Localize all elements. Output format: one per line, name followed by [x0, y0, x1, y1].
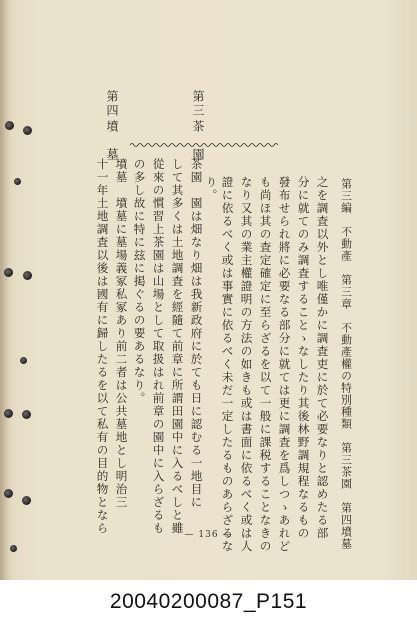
image-label: 20040200087_P151	[109, 590, 308, 613]
binding-hole	[23, 126, 32, 135]
tomb-text-line: 墳墓 墳墓に墓場義冢私冢あり前二者は公共墓地とし明治三	[114, 158, 129, 509]
body-line: り。	[204, 176, 219, 202]
tea-text-line: の多し故に特に玆に掲ぐるの要あるなり。	[132, 158, 147, 405]
section-title-tea: 茶 園	[191, 120, 205, 162]
binding-hole	[23, 271, 32, 280]
binding-hole	[4, 268, 13, 277]
body-line: なり又其の業主權證明の方法の如きも或は書面に依るべく或は人	[239, 176, 254, 553]
page-number: — 136 —	[184, 530, 233, 540]
tea-text-line: 從來の慣習上茶園は山場として取扱はれ前章の園中に入らざるも	[151, 158, 166, 535]
body-line: 發布せられ將に必要なる部分に就ては更に調査を爲しつゝあれど	[277, 176, 292, 553]
body-line: 證に依るべく或は事實に依るべく未だ一定したるものあらざるな	[220, 176, 235, 553]
section-title-tomb: 墳 墓	[105, 120, 119, 162]
running-header: 第三編 不動產 第三章 不動產權の特別種類 第三茶園 第四墳墓	[340, 178, 353, 550]
binding-hole	[5, 121, 14, 130]
wavy-rule	[130, 142, 278, 148]
body-line: も尚ほ其の査定確定に至らざるを以て一般に課税することなきの	[258, 176, 273, 553]
binding-hole	[4, 409, 13, 418]
binding-hole	[20, 357, 27, 364]
body-line: 分に就てのみ調査することゝなしたり其後林野調規程なるもの	[296, 176, 311, 540]
binding-hole	[22, 496, 31, 505]
tomb-text-line: 十一年土地調査以後は國有に歸したるを以て私有の目的物となら	[95, 158, 110, 535]
tea-text-line: して其多くは土地調査を經隨て前章に所謂田園中に入るべしと雖	[170, 158, 185, 535]
body-line: 之を調査以外とし唯僅かに調査吏に於て必要なりと認めたる部	[315, 176, 330, 540]
binding-hole	[10, 545, 17, 552]
section-number-tea: 第三	[191, 90, 205, 118]
binding-hole	[14, 178, 21, 185]
tea-text-line: 茶園 園は畑なり畑は我新政府に於ても日に認むる一地目に	[189, 158, 204, 509]
binding-hole	[22, 410, 31, 419]
binding-hole	[4, 489, 13, 498]
section-number-tomb: 第四	[105, 90, 119, 118]
